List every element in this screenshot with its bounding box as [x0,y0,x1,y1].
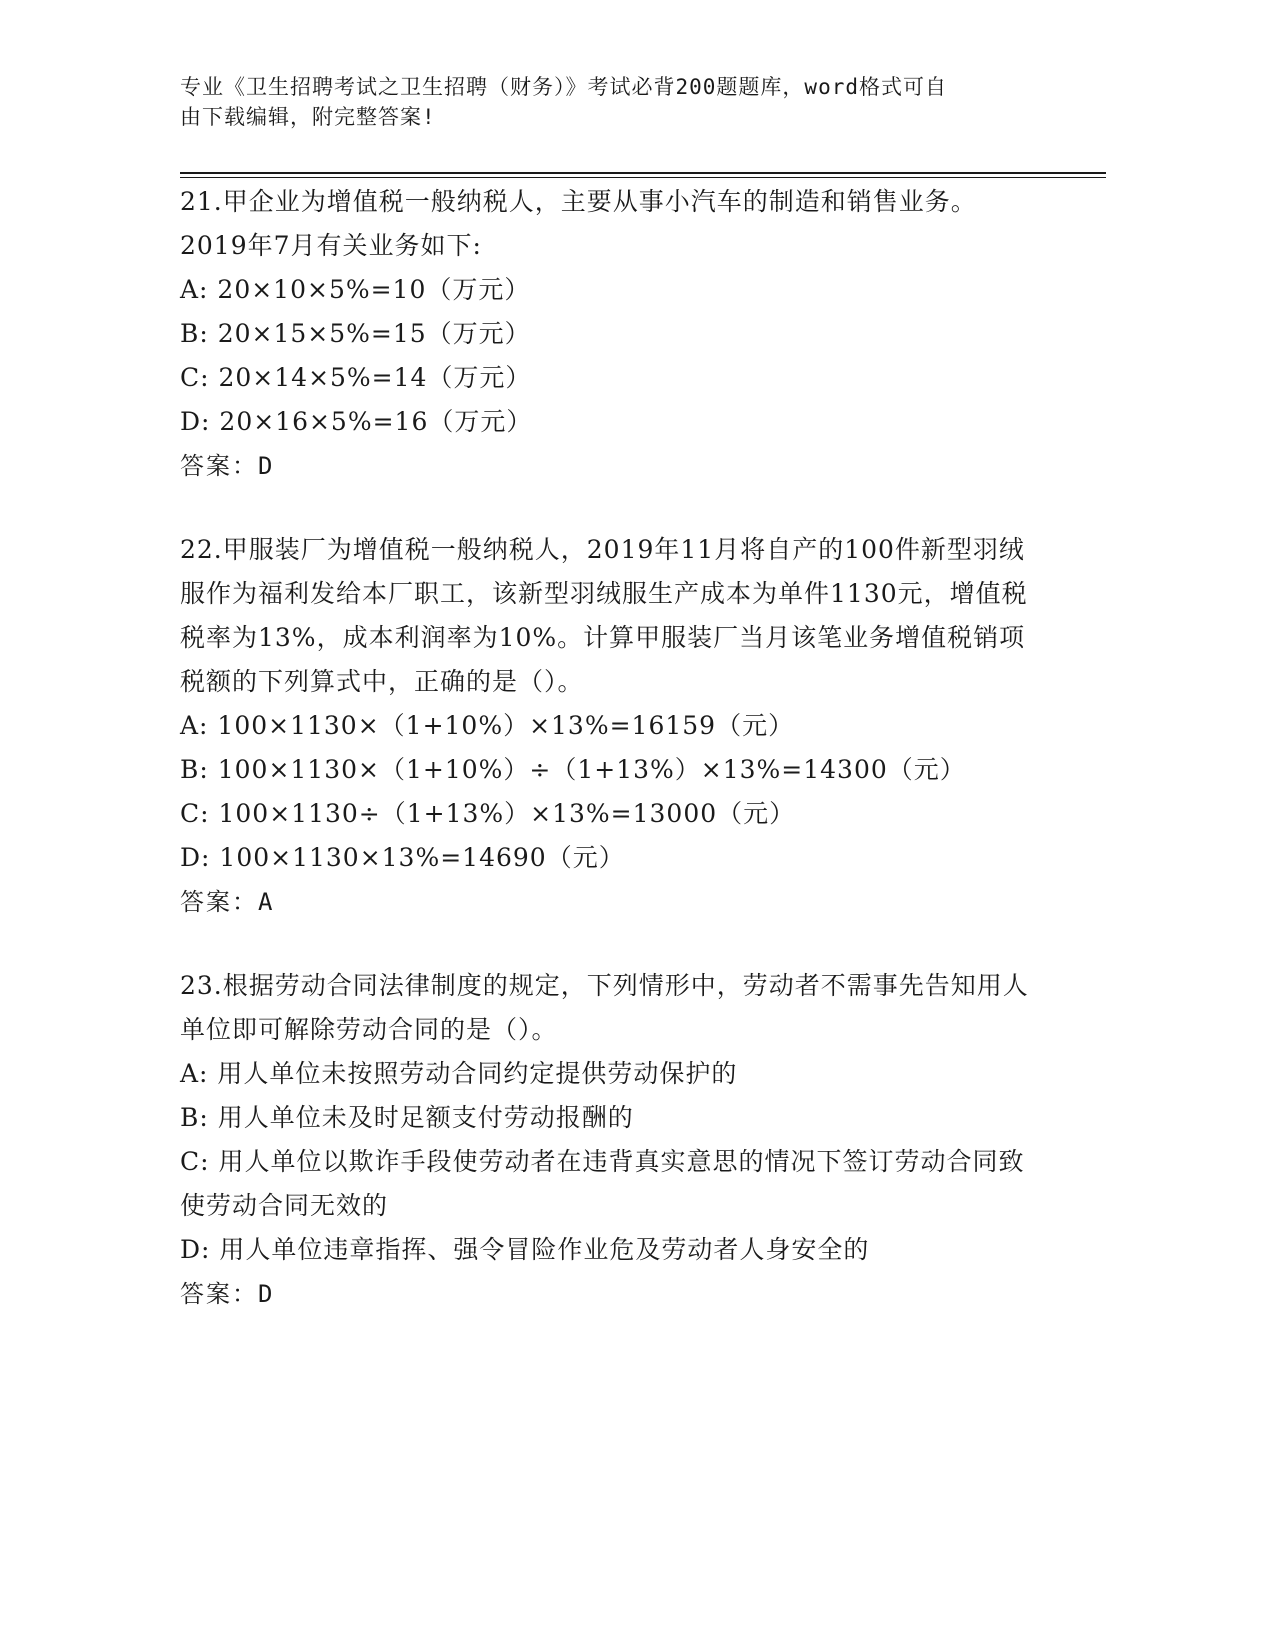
option-d: D: 20×16×5%=16（万元） [180,407,533,436]
option-c: C: 用人单位以欺诈手段使劳动者在违背真实意思的情况下签订劳动合同致使劳动合同无效的 [180,1147,1025,1220]
option-d: D: 用人单位违章指挥、强令冒险作业危及劳动者人身安全的 [180,1235,870,1264]
option-c: C: 100×1130÷（1+13%）×13%=13000（元） [180,799,796,828]
question-stem: 23.根据劳动合同法律制度的规定，下列情形中，劳动者不需事先告知用人单位即可解除劳动合同的是（）。 [180,971,1029,1044]
option-b: B: 用人单位未及时足额支付劳动报酬的 [180,1103,634,1132]
option-a: A: 20×10×5%=10（万元） [180,275,531,304]
option-b: B: 20×15×5%=15（万元） [180,319,531,348]
question-stem: 22.甲服装厂为增值税一般纳税人，2019年11月将自产的100件新型羽绒服作为福利发给本厂职工，该新型羽绒服生产成本为单件1130元，增值税税率为13%，成本利润率为10%。计算甲服装厂当月该笔业务增值税销项税额的下列算式中，正确的是（）。 [180,535,1028,696]
option-d: D: 100×1130×13%=14690（元） [180,843,625,872]
answer: 答案：D [180,452,275,480]
header-divider [180,172,1106,174]
question-23 [180,964,1060,1316]
option-b: B: 100×1130×（1+10%）÷（1+13%）×13%=14300（元） [180,755,966,784]
header-line-1: 专业《卫生招聘考试之卫生招聘（财务）》考试必背200题题库，word格式可自 [180,75,947,99]
document-header [180,72,1080,132]
question-22 [180,528,1060,924]
option-c: C: 20×14×5%=14（万元） [180,363,532,392]
option-a: A: 100×1130×（1+10%）×13%=16159（元） [180,711,795,740]
header-divider-thin [180,177,1106,178]
answer: 答案：A [180,888,275,916]
header-line-2: 由下载编辑，附完整答案! [180,105,436,129]
question-21 [180,180,1060,488]
question-stem: 21.甲企业为增值税一般纳税人，主要从事小汽车的制造和销售业务。2019年7月有关业务如下: [180,187,977,260]
answer: 答案：D [180,1280,275,1308]
option-a: A: 用人单位未按照劳动合同约定提供劳动保护的 [180,1059,738,1088]
